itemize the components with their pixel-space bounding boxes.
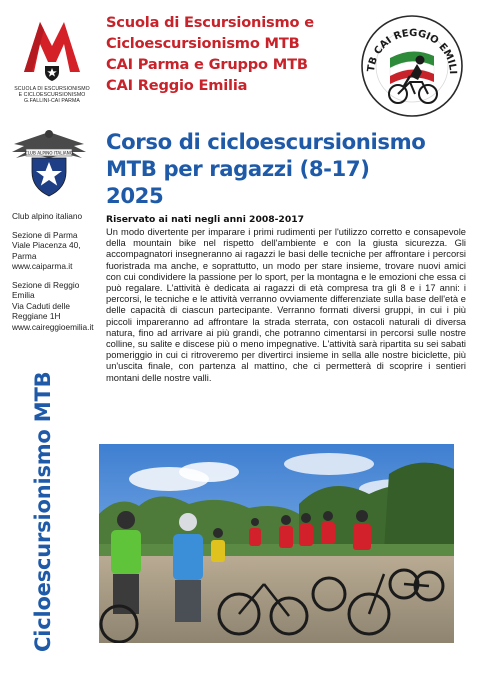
mtb-badge-graphic xyxy=(360,14,464,118)
header-title-line-3: CAI Parma e Gruppo MTB xyxy=(106,56,308,73)
school-logo-mark xyxy=(10,16,94,94)
vertical-label-text: Cicloescursionismo MTB xyxy=(31,371,55,652)
contact-column xyxy=(12,211,104,340)
org-name: Club alpino italiano xyxy=(12,211,83,221)
course-description: Un modo divertente per imparare i primi rudimenti per l'utilizzo corretto e consapevole della mountain bike nel rispetto dell'ambiente e con la giusta sicurezza. Gli accompagnatori insegneranno ai ragazzi le basi delle tecniche per affrontare i percorsi fuoristrada ma anche, e soprattutto, un modo per stare insieme, trovare nuovi amici con cui condividere la passione per lo sport, per la montagna e le emozioni che essa ci può regalare. L'attività è dedicata ai ragazzi di età compresa tra gli 8 e i 17 anni: i percorsi, le tecniche e le attività verranno ovviamente differenziate sulla base dell'età e delle capacità di ciascun partecipante. Verranno formati diversi gruppi, in cui i più piccoli impareranno ad affrontare la strada sterrata, con ostacoli naturali di diversa natura, fino ad arrivare ai più grandi, che potranno cimentarsi in percorsi sulle nostre colline, su salite e discese più o meno impegnative. L'attività sarà ripartita su sei sabati pomeriggio in cui ci ritroveremo per divertirci insieme in sella alle nostre biciclette, più un'uscita finale, con partenza al mattino, che ci permetterà di scoprire i sentieri montani delle nostre valli. xyxy=(106,227,466,383)
course-title xyxy=(106,128,474,209)
cai-emblem xyxy=(10,124,88,202)
school-logo xyxy=(10,16,94,116)
section-reggio-line-2: Emilia xyxy=(12,290,35,300)
course-subtitle: Riservato ai nati negli anni 2008-2017 xyxy=(106,214,305,225)
section-parma-line-2: Viale Piacenza 40, xyxy=(12,240,81,250)
header-title-line-2: Cicloescursionismo MTB xyxy=(106,35,300,52)
group-photo xyxy=(99,444,454,643)
section-reggio-line-4: Reggiane 1H xyxy=(12,311,61,321)
link-caiparma[interactable]: www.caiparma.it xyxy=(12,261,73,271)
course-title-line-3: 2025 xyxy=(106,183,164,208)
section-reggio xyxy=(12,280,104,333)
school-logo-caption-3: G.FALLINI-CAI PARMA xyxy=(24,98,80,104)
header-title-line-4: CAI Reggio Emilia xyxy=(106,77,248,94)
header-title-line-1: Scuola di Escursionismo e xyxy=(106,14,314,31)
group-photo-image xyxy=(99,444,454,643)
cai-emblem-text: CLUB ALPINO ITALIANO xyxy=(24,150,74,156)
school-logo-caption-2: E CICLOESCURSIONISMO xyxy=(18,92,86,98)
vertical-label xyxy=(28,360,58,652)
section-reggio-line-3: Via Caduti delle xyxy=(12,300,70,311)
course-title-line-2: MTB per ragazzi (8-17) xyxy=(106,156,370,181)
school-logo-caption-1: SCUOLA DI ESCURSIONISMO xyxy=(14,86,90,92)
cai-eagle-star-icon xyxy=(10,124,88,202)
section-parma-line-1: Sezione di Parma xyxy=(12,229,78,240)
section-parma-line-3: Parma xyxy=(12,250,37,261)
link-caireggioemilia[interactable]: www.caireggioemilia.it xyxy=(12,321,94,332)
section-parma xyxy=(12,230,104,272)
header-title xyxy=(106,12,356,96)
course-title-line-1: Corso di cicloescursionismo xyxy=(106,129,426,154)
mtb-badge xyxy=(360,14,464,118)
section-reggio-line-1: Sezione di Reggio xyxy=(12,279,80,290)
mtb-badge-text: TB CAI REGGIO EMILI xyxy=(365,27,459,75)
